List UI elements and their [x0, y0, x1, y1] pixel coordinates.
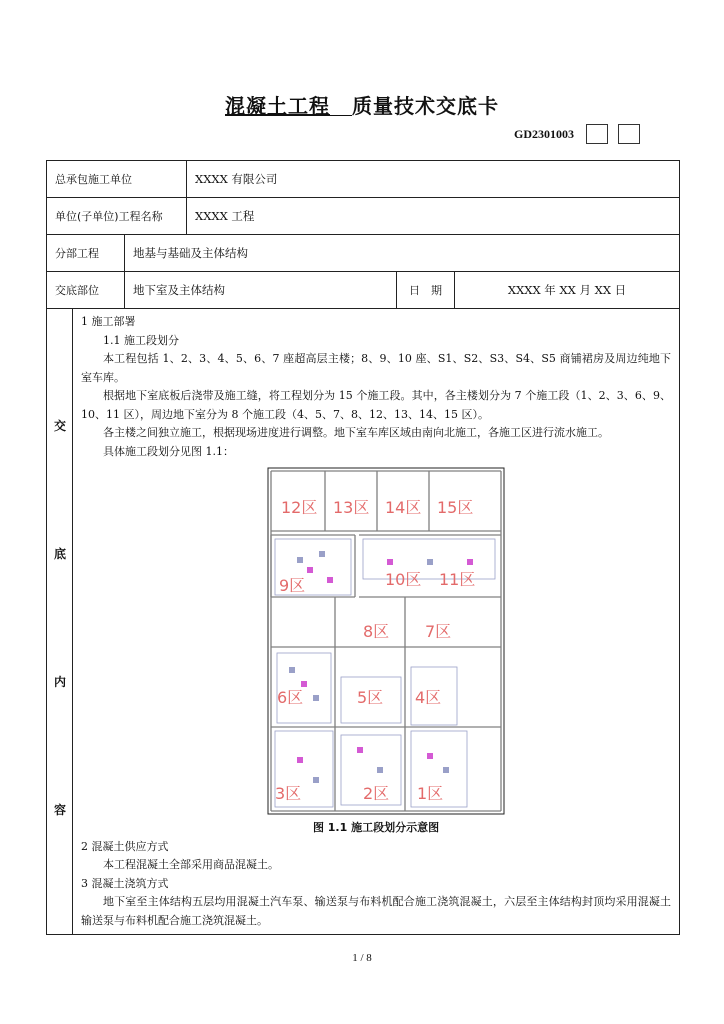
location-value: 地下室及主体结构 [125, 272, 397, 309]
zone-plan-svg [267, 467, 505, 815]
page-number: 1 / 8 [352, 952, 372, 964]
location-label: 交底部位 [47, 272, 125, 309]
title-part-1: 混凝土工程 [225, 94, 330, 118]
side-char-2: 底 [53, 547, 66, 561]
side-char-4: 容 [53, 803, 66, 817]
zone-label-1: 12区 [281, 498, 318, 517]
paragraph-5: 本工程混凝土全部采用商品混凝土。 [103, 858, 279, 871]
zone-label-11: 5区 [357, 688, 384, 707]
zone-label-6: 11区 [439, 570, 476, 589]
date-value: XXXX 年 XX 月 XX 日 [455, 272, 680, 309]
section-1-heading: 1 施工部署 [81, 315, 136, 328]
paragraph-2: 根据地下室底板后浇带及施工缝，将工程划分为 15 个施工段。其中，各主楼划分为 7 个施工段（1、2、3、6、9、10、11 区），周边地下室分为 8 个施工段（4、5、7、8、12、13、14、15 区）。 [81, 389, 672, 421]
section-2-heading: 2 混凝土供应方式 [81, 839, 169, 853]
checkbox-1[interactable] [586, 124, 608, 144]
project-label: 单位(子单位)工程名称 [47, 198, 187, 235]
section-3-heading: 3 混凝土浇筑方式 [81, 876, 169, 890]
figure-caption: 图 1.1 施工段划分示意图 [312, 821, 440, 834]
zone-label-5: 10区 [385, 570, 422, 589]
doc-code: GD2301003 [514, 126, 574, 141]
handover-card-table [46, 160, 680, 935]
document-title [0, 90, 724, 119]
division-value: 地基与基础及主体结构 [125, 235, 680, 272]
zone-label-2: 13区 [333, 498, 370, 517]
handover-content [73, 309, 680, 935]
section-1-1-heading: 1.1 施工段划分 [103, 333, 179, 347]
title-part-2: 质量技术交底卡 [352, 94, 499, 118]
side-char-3: 内 [53, 675, 66, 689]
zone-label-12: 4区 [415, 688, 442, 707]
zone-label-7: 9区 [279, 576, 306, 595]
paragraph-1: 本工程包括 1、2、3、4、5、6、7 座超高层主楼；8、9、10 座、S1、S2、S3、S4、S5 商铺裙房及周边纯地下室车库。 [81, 352, 672, 384]
paragraph-4: 具体施工段划分见图 1.1： [103, 444, 234, 458]
doc-code-row [514, 124, 640, 144]
side-char-1: 交 [53, 419, 66, 433]
zone-label-14: 2区 [363, 784, 390, 803]
zone-label-9: 7区 [425, 622, 452, 641]
paragraph-6: 地下室至主体结构五层均用混凝土汽车泵、输送泵与布料机配合施工浇筑混凝土，六层至主体结构封顶均采用混凝土输送泵与布料机配合施工浇筑混凝土。 [81, 895, 672, 927]
side-label-column [47, 309, 73, 935]
zone-label-3: 14区 [385, 498, 422, 517]
zone-label-13: 3区 [275, 784, 302, 803]
zone-label-15: 1区 [417, 784, 444, 803]
checkbox-2[interactable] [618, 124, 640, 144]
paragraph-3: 各主楼之间独立施工，根据现场进度进行调整。地下室车库区域由南向北施工，各施工区进行流水施工。 [103, 426, 609, 439]
date-label: 日 期 [397, 272, 455, 309]
project-value: XXXX 工程 [187, 198, 680, 235]
contractor-label: 总承包施工单位 [47, 161, 187, 198]
zone-label-8: 8区 [363, 622, 390, 641]
division-label: 分部工程 [47, 235, 125, 272]
contractor-value: XXXX 有限公司 [187, 161, 680, 198]
construction-zone-figure [267, 467, 505, 815]
zone-label-4: 15区 [437, 498, 474, 517]
zone-label-10: 6区 [277, 688, 304, 707]
